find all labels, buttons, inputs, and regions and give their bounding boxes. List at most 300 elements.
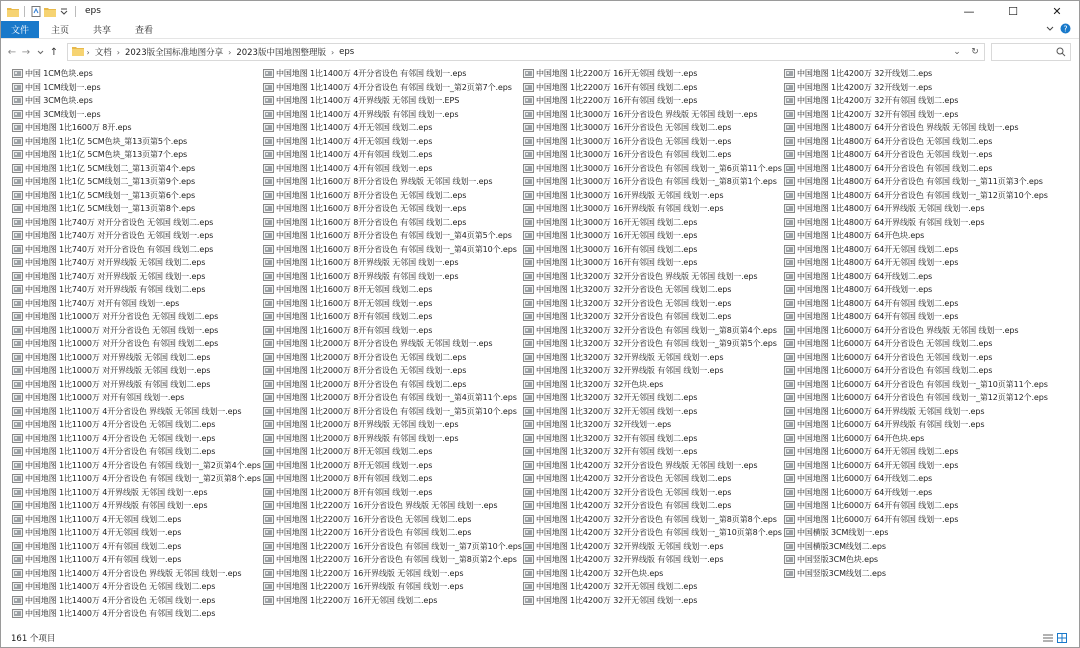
eps-file-icon: [784, 528, 795, 537]
file-item[interactable]: [12, 513, 261, 527]
tab-file[interactable]: 文件: [1, 21, 39, 38]
file-item[interactable]: [263, 108, 522, 122]
back-arrow-icon[interactable]: ←: [7, 46, 17, 58]
file-item[interactable]: [784, 391, 1048, 405]
file-item[interactable]: [263, 567, 522, 581]
file-item[interactable]: [523, 391, 782, 405]
file-item[interactable]: [523, 594, 782, 608]
file-item[interactable]: [784, 553, 1048, 567]
file-item[interactable]: [263, 94, 522, 108]
file-name: 中国地图 1比4200万 32开分省设色 有邻国 线划二.eps: [536, 501, 732, 511]
eps-file-icon: [784, 353, 795, 362]
file-item[interactable]: [263, 486, 522, 500]
eps-file-icon: [784, 150, 795, 159]
file-name: 中国地图 1比1100万 4开无邻国 线划一.eps: [25, 528, 182, 538]
file-item[interactable]: [263, 121, 522, 135]
file-item[interactable]: [263, 189, 522, 203]
file-item[interactable]: [784, 297, 1048, 311]
file-item[interactable]: [523, 418, 782, 432]
file-item[interactable]: [784, 378, 1048, 392]
file-name: 中国地图 1比3000万 16开分省设色 有邻国 线划一_第6页第11个.eps: [536, 163, 782, 173]
file-item[interactable]: [523, 432, 782, 446]
file-name: 中国地图 1比2000万 8开界线版 有邻国 线划一.eps: [276, 433, 459, 443]
search-box[interactable]: [991, 43, 1071, 61]
file-item[interactable]: [784, 486, 1048, 500]
eps-file-icon: [784, 488, 795, 497]
file-item[interactable]: [12, 526, 261, 540]
file-item[interactable]: [263, 162, 522, 176]
file-item[interactable]: [12, 540, 261, 554]
file-name: 中国地图 1比740万 对开有邻国 线划一.eps: [25, 298, 180, 308]
file-item[interactable]: [523, 513, 782, 527]
file-item[interactable]: [263, 418, 522, 432]
file-item[interactable]: [523, 540, 782, 554]
file-name: 中国地图 1比3000万 16开无邻国 线划二.eps: [536, 217, 698, 227]
file-item[interactable]: [784, 310, 1048, 324]
file-item[interactable]: [263, 243, 522, 257]
file-item[interactable]: [12, 445, 261, 459]
up-arrow-icon[interactable]: ↑: [49, 46, 59, 58]
eps-file-icon: [12, 191, 23, 200]
breadcrumb-separator-icon[interactable]: ›: [330, 47, 335, 57]
file-item[interactable]: [12, 418, 261, 432]
file-item[interactable]: [523, 351, 782, 365]
file-name: 中国地图 1比3200万 32开色块.eps: [536, 379, 664, 389]
file-name: 中国地图 1比740万 对开界线版 无邻国 线划二.eps: [25, 258, 206, 268]
file-item[interactable]: [263, 432, 522, 446]
file-item[interactable]: [12, 486, 261, 500]
file-name: 中国地图 1比3200万 32开有邻国 线划二.eps: [536, 433, 698, 443]
tab-home[interactable]: 主页: [51, 26, 70, 36]
file-item[interactable]: [263, 378, 522, 392]
file-item[interactable]: [784, 135, 1048, 149]
breadcrumb-map-organized[interactable]: 2023版中国地图整理版: [236, 48, 326, 58]
file-item[interactable]: [12, 135, 261, 149]
separator: [24, 6, 25, 17]
file-name: 中国地图 1比2000万 8开分省设色 有邻国 线划二.eps: [276, 379, 467, 389]
file-item[interactable]: [523, 108, 782, 122]
file-item[interactable]: [523, 283, 782, 297]
file-item[interactable]: [12, 459, 261, 473]
file-name: 中国地图 1比6000万 64开分省设色 无邻国 线划一.eps: [797, 352, 993, 362]
file-item[interactable]: [523, 270, 782, 284]
file-item[interactable]: [784, 216, 1048, 230]
file-item[interactable]: [784, 270, 1048, 284]
file-item[interactable]: [263, 553, 522, 567]
file-item[interactable]: [12, 243, 261, 257]
eps-file-icon: [784, 447, 795, 456]
eps-file-icon: [12, 299, 23, 308]
file-name: 中国地图 1比1000万 对开分省设色 无邻国 线划一.eps: [25, 325, 219, 335]
file-item[interactable]: [12, 81, 261, 95]
file-item[interactable]: [263, 526, 522, 540]
forward-arrow-icon[interactable]: →: [21, 46, 31, 58]
eps-file-icon: [12, 474, 23, 483]
file-name: 中国地图 1比6000万 64开线划一.eps: [797, 487, 933, 497]
file-item[interactable]: [12, 391, 261, 405]
file-item[interactable]: [12, 162, 261, 176]
file-item[interactable]: [12, 594, 261, 608]
file-item[interactable]: [784, 364, 1048, 378]
file-item[interactable]: [263, 270, 522, 284]
file-name: 中国地图 1比3000万 16开分省设色 有邻国 线划二.eps: [536, 150, 732, 160]
file-item[interactable]: [784, 202, 1048, 216]
file-item[interactable]: [12, 297, 261, 311]
file-item[interactable]: [523, 202, 782, 216]
file-name: 中国地图 1比3000万 16开无邻国 线划一.eps: [536, 231, 698, 241]
file-item[interactable]: [784, 121, 1048, 135]
folder-icon[interactable]: [7, 5, 19, 17]
file-name: 中国地图 1比1100万 4开分省设色 无邻国 线划二.eps: [25, 420, 216, 430]
file-item[interactable]: [263, 148, 522, 162]
file-item[interactable]: [12, 202, 261, 216]
file-item[interactable]: [523, 189, 782, 203]
close-button[interactable]: ✕: [1052, 4, 1062, 18]
eps-file-icon: [12, 393, 23, 402]
eps-file-icon: [12, 569, 23, 578]
eps-file-icon: [12, 366, 23, 375]
file-name: 中国地图 1比4800万 64开色块.eps: [797, 231, 925, 241]
file-item[interactable]: [784, 67, 1048, 81]
file-item[interactable]: [263, 445, 522, 459]
file-item[interactable]: [523, 243, 782, 257]
file-item[interactable]: [523, 94, 782, 108]
breadcrumb-separator-icon[interactable]: ›: [84, 47, 90, 57]
file-item[interactable]: [263, 364, 522, 378]
file-item[interactable]: [263, 594, 522, 608]
file-item[interactable]: [784, 81, 1048, 95]
refresh-icon[interactable]: ↻: [971, 47, 979, 57]
eps-file-icon: [12, 528, 23, 537]
eps-file-icon: [784, 164, 795, 173]
large-icons-view-icon[interactable]: [1057, 633, 1067, 643]
file-item[interactable]: [523, 378, 782, 392]
file-item[interactable]: [523, 81, 782, 95]
file-name: 中国地图 1比4200万 32开分省设色 界线版 无邻国 线划一.eps: [536, 460, 758, 470]
file-item[interactable]: [12, 216, 261, 230]
eps-file-icon: [784, 204, 795, 213]
file-name: 中国地图 1比6000万 64开色块.eps: [797, 433, 925, 443]
file-name: 中国地图 1比2000万 8开无邻国 线划二.eps: [276, 447, 433, 457]
file-name: 中国横版3CM线划二.eps: [797, 541, 886, 551]
file-name: 中国地图 1比1600万 8开界线版 有邻国 线划一.eps: [276, 271, 459, 281]
file-item[interactable]: [263, 391, 522, 405]
eps-file-icon: [523, 420, 534, 429]
file-item[interactable]: [784, 567, 1048, 581]
file-item[interactable]: [263, 256, 522, 270]
eps-file-icon: [784, 231, 795, 240]
file-item[interactable]: [263, 351, 522, 365]
file-item[interactable]: [12, 324, 261, 338]
file-name: 中国地图 1比1600万 8开分省设色 无邻国 线划二.eps: [276, 190, 467, 200]
eps-file-icon: [263, 123, 274, 132]
file-item[interactable]: [784, 351, 1048, 365]
file-name: 中国地图 1比740万 对开分省设色 有邻国 线划二.eps: [25, 244, 214, 254]
eps-file-icon: [12, 596, 23, 605]
eps-file-icon: [12, 420, 23, 429]
file-name: 中国地图 1比4800万 64开无邻国 线划一.eps: [797, 258, 959, 268]
file-name: 中国地图 1比1100万 4开有邻国 线划一.eps: [25, 555, 182, 565]
file-item[interactable]: [784, 108, 1048, 122]
file-item[interactable]: [523, 310, 782, 324]
eps-file-icon: [263, 582, 274, 591]
eps-file-icon: [12, 231, 23, 240]
eps-file-icon: [784, 123, 795, 132]
file-name: 中国地图 1比1亿 5CM线划二_第13页第9个.eps: [25, 177, 196, 187]
file-item[interactable]: [263, 337, 522, 351]
eps-file-icon: [263, 380, 274, 389]
file-item[interactable]: [263, 310, 522, 324]
file-item[interactable]: [523, 459, 782, 473]
file-item[interactable]: [784, 499, 1048, 513]
file-item[interactable]: [12, 229, 261, 243]
file-item[interactable]: [263, 283, 522, 297]
file-item[interactable]: [523, 553, 782, 567]
file-item[interactable]: [523, 135, 782, 149]
file-name: 中国地图 1比1亿 5CM色块_第13页第7个.eps: [25, 150, 188, 160]
file-item[interactable]: [523, 405, 782, 419]
file-item[interactable]: [784, 418, 1048, 432]
eps-file-icon: [523, 582, 534, 591]
file-item[interactable]: [523, 162, 782, 176]
file-item[interactable]: [784, 405, 1048, 419]
eps-file-icon: [263, 299, 274, 308]
eps-file-icon: [784, 555, 795, 564]
file-name: 中国地图 1比1100万 4开分省设色 界线版 无邻国 线划一.eps: [25, 406, 242, 416]
eps-file-icon: [523, 123, 534, 132]
file-item[interactable]: [12, 108, 261, 122]
eps-file-icon: [784, 339, 795, 348]
breadcrumb-separator-icon[interactable]: ›: [228, 47, 232, 57]
file-item[interactable]: [12, 567, 261, 581]
file-item[interactable]: [12, 270, 261, 284]
file-item[interactable]: [523, 324, 782, 338]
file-item[interactable]: [784, 189, 1048, 203]
file-name: 中国地图 1比3000万 16开分省设色 无邻国 线划一.eps: [536, 136, 732, 146]
properties-icon[interactable]: [30, 5, 42, 17]
eps-file-icon: [784, 420, 795, 429]
file-name: 中国地图 1比1600万 8开分省设色 无邻国 线划一.eps: [276, 204, 467, 214]
file-item[interactable]: [263, 202, 522, 216]
file-item[interactable]: [12, 553, 261, 567]
file-name: 中国地图 1比4800万 64开分省设色 无邻国 线划二.eps: [797, 136, 993, 146]
file-item[interactable]: [523, 216, 782, 230]
file-item[interactable]: [784, 445, 1048, 459]
breadcrumb-documents[interactable]: 文档: [94, 48, 112, 58]
file-item[interactable]: [263, 81, 522, 95]
eps-file-icon: [784, 312, 795, 321]
breadcrumb-separator-icon[interactable]: ›: [116, 47, 120, 57]
details-view-icon[interactable]: [1043, 633, 1053, 643]
file-name: 中国地图 1比1400万 4开分省设色 无邻国 线划二.eps: [25, 582, 216, 592]
file-name: 中国地图 1比3200万 32开线划一.eps: [536, 420, 672, 430]
file-item[interactable]: [263, 216, 522, 230]
eps-file-icon: [523, 339, 534, 348]
tab-share[interactable]: 共享: [93, 26, 112, 36]
file-item[interactable]: [12, 310, 261, 324]
file-name: 中国地图 1比4800万 64开分省设色 有邻国 线划二.eps: [797, 163, 993, 173]
file-item[interactable]: [523, 499, 782, 513]
file-item[interactable]: [263, 67, 522, 81]
file-item[interactable]: [263, 175, 522, 189]
file-column-1: [12, 67, 261, 621]
minimize-button[interactable]: —: [963, 4, 975, 18]
breadcrumb-map-share[interactable]: 2023版全国标准地图分享: [124, 48, 224, 58]
file-item[interactable]: [523, 364, 782, 378]
eps-file-icon: [523, 285, 534, 294]
file-name: 中国地图 1比3200万 32开分省设色 有邻国 线划二.eps: [536, 312, 732, 322]
svg-text:?: ?: [1063, 23, 1068, 33]
file-item[interactable]: [523, 256, 782, 270]
file-item[interactable]: [263, 472, 522, 486]
file-item[interactable]: [784, 162, 1048, 176]
file-item[interactable]: [12, 337, 261, 351]
file-name: 中国地图 1比3200万 32开分省设色 界线版 无邻国 线划一.eps: [536, 271, 758, 281]
file-item[interactable]: [263, 540, 522, 554]
file-item[interactable]: [523, 445, 782, 459]
file-item[interactable]: [784, 526, 1048, 540]
file-item[interactable]: [523, 229, 782, 243]
eps-file-icon: [263, 420, 274, 429]
eps-file-icon: [263, 191, 274, 200]
file-name: 中国地图 1比3000万 16开分省设色 有邻国 线划一_第8页第1个.eps: [536, 177, 777, 187]
file-item[interactable]: [12, 189, 261, 203]
address-dropdown-icon[interactable]: ⌄: [953, 47, 961, 57]
file-item[interactable]: [784, 283, 1048, 297]
eps-file-icon: [523, 596, 534, 605]
file-item[interactable]: [263, 405, 522, 419]
file-item[interactable]: [523, 121, 782, 135]
eps-file-icon: [263, 569, 274, 578]
eps-file-icon: [523, 218, 534, 227]
file-name: 中国地图 1比1400万 4开有邻国 线划一.eps: [276, 163, 433, 173]
file-name: 中国地图 1比1000万 对开界线版 无邻国 线划二.eps: [25, 352, 211, 362]
file-item[interactable]: [12, 499, 261, 513]
tab-view[interactable]: 查看: [135, 26, 154, 36]
file-name: 中国地图 1比4200万 32开分省设色 有邻国 线划一_第8页第8个.eps: [536, 514, 777, 524]
file-item[interactable]: [12, 148, 261, 162]
file-item[interactable]: [523, 580, 782, 594]
file-name: 中国地图 1比740万 对开分省设色 无邻国 线划一.eps: [25, 231, 214, 241]
file-item[interactable]: [523, 337, 782, 351]
file-name: 中国地图 1比2200万 16开分省设色 有邻国 线划一_第8页第2个.eps: [276, 555, 517, 565]
eps-file-icon: [12, 461, 23, 470]
file-item[interactable]: [784, 513, 1048, 527]
file-item[interactable]: [784, 540, 1048, 554]
eps-file-icon: [12, 434, 23, 443]
file-item[interactable]: [784, 94, 1048, 108]
file-name: 中国地图 1比1100万 4开无邻国 线划二.eps: [25, 514, 182, 524]
file-name: 中国地图 1比2200万 16开有邻国 线划一.eps: [536, 96, 698, 106]
file-item[interactable]: [784, 256, 1048, 270]
file-item[interactable]: [784, 337, 1048, 351]
new-folder-icon[interactable]: [44, 5, 56, 17]
file-name: 中国地图 1比1亿 5CM线划二_第13页第4个.eps: [25, 163, 196, 173]
file-item[interactable]: [784, 324, 1048, 338]
file-item[interactable]: [263, 324, 522, 338]
eps-file-icon: [523, 501, 534, 510]
file-name: 中国地图 1比1100万 4开分省设色 有邻国 线划一_第2页第4个.eps: [25, 460, 261, 470]
file-item[interactable]: [12, 378, 261, 392]
eps-file-icon: [523, 231, 534, 240]
file-name: 中国地图 1比1600万 8开无邻国 线划二.eps: [276, 285, 433, 295]
file-name: 中国地图 1比1600万 8开无邻国 线划一.eps: [276, 298, 433, 308]
file-item[interactable]: [12, 432, 261, 446]
file-name: 中国 1CM线划一.eps: [25, 82, 101, 92]
file-item[interactable]: [263, 513, 522, 527]
eps-file-icon: [784, 177, 795, 186]
file-item[interactable]: [523, 148, 782, 162]
file-item[interactable]: [12, 580, 261, 594]
file-item[interactable]: [12, 283, 261, 297]
expand-ribbon-icon[interactable]: [1046, 25, 1054, 35]
eps-file-icon: [263, 69, 274, 78]
file-item[interactable]: [263, 135, 522, 149]
file-item[interactable]: [263, 297, 522, 311]
eps-file-icon: [12, 447, 23, 456]
eps-file-icon: [12, 488, 23, 497]
file-item[interactable]: [784, 175, 1048, 189]
file-item[interactable]: [523, 526, 782, 540]
file-item[interactable]: [12, 94, 261, 108]
file-item[interactable]: [784, 148, 1048, 162]
file-item[interactable]: [263, 229, 522, 243]
recent-locations-chevron-icon[interactable]: [33, 42, 47, 62]
file-item[interactable]: [784, 432, 1048, 446]
file-item[interactable]: [12, 175, 261, 189]
file-item[interactable]: [523, 175, 782, 189]
file-item[interactable]: [12, 364, 261, 378]
help-icon[interactable]: [1060, 23, 1071, 37]
file-item[interactable]: [12, 67, 261, 81]
file-item[interactable]: [263, 580, 522, 594]
file-item[interactable]: [523, 67, 782, 81]
file-item[interactable]: [784, 459, 1048, 473]
eps-file-icon: [523, 96, 534, 105]
file-item[interactable]: [784, 243, 1048, 257]
file-item[interactable]: [12, 607, 261, 621]
file-item[interactable]: [12, 121, 261, 135]
breadcrumb-eps[interactable]: eps: [339, 47, 355, 57]
file-item[interactable]: [523, 486, 782, 500]
file-name: 中国地图 1比1400万 4开有邻国 线划二.eps: [276, 150, 433, 160]
eps-file-icon: [784, 245, 795, 254]
maximize-button[interactable]: ☐: [1008, 4, 1018, 18]
file-name: 中国地图 1比1100万 4开分省设色 有邻国 线划一_第2页第8个.eps: [25, 474, 261, 484]
file-item[interactable]: [523, 297, 782, 311]
file-item[interactable]: [523, 472, 782, 486]
file-name: 中国地图 1比2200万 16开有邻国 线划二.eps: [536, 82, 698, 92]
eps-file-icon: [784, 191, 795, 200]
file-item[interactable]: [263, 499, 522, 513]
file-item[interactable]: [12, 256, 261, 270]
file-name: 中国地图 1比2200万 16开分省设色 界线版 无邻国 线划一.eps: [276, 501, 498, 511]
file-item[interactable]: [12, 405, 261, 419]
file-name: 中国地图 1比1400万 4开分省设色 有邻国 线划二.eps: [25, 609, 216, 619]
file-item[interactable]: [784, 472, 1048, 486]
file-name: 中国地图 1比6000万 64开线划二.eps: [797, 474, 933, 484]
file-item[interactable]: [784, 229, 1048, 243]
file-item[interactable]: [12, 351, 261, 365]
file-item[interactable]: [263, 459, 522, 473]
customize-toolbar-icon[interactable]: [58, 5, 70, 17]
eps-file-icon: [12, 380, 23, 389]
file-item[interactable]: [523, 567, 782, 581]
address-bar[interactable]: [67, 43, 985, 61]
eps-file-icon: [12, 339, 23, 348]
file-item[interactable]: [12, 472, 261, 486]
eps-file-icon: [263, 83, 274, 92]
